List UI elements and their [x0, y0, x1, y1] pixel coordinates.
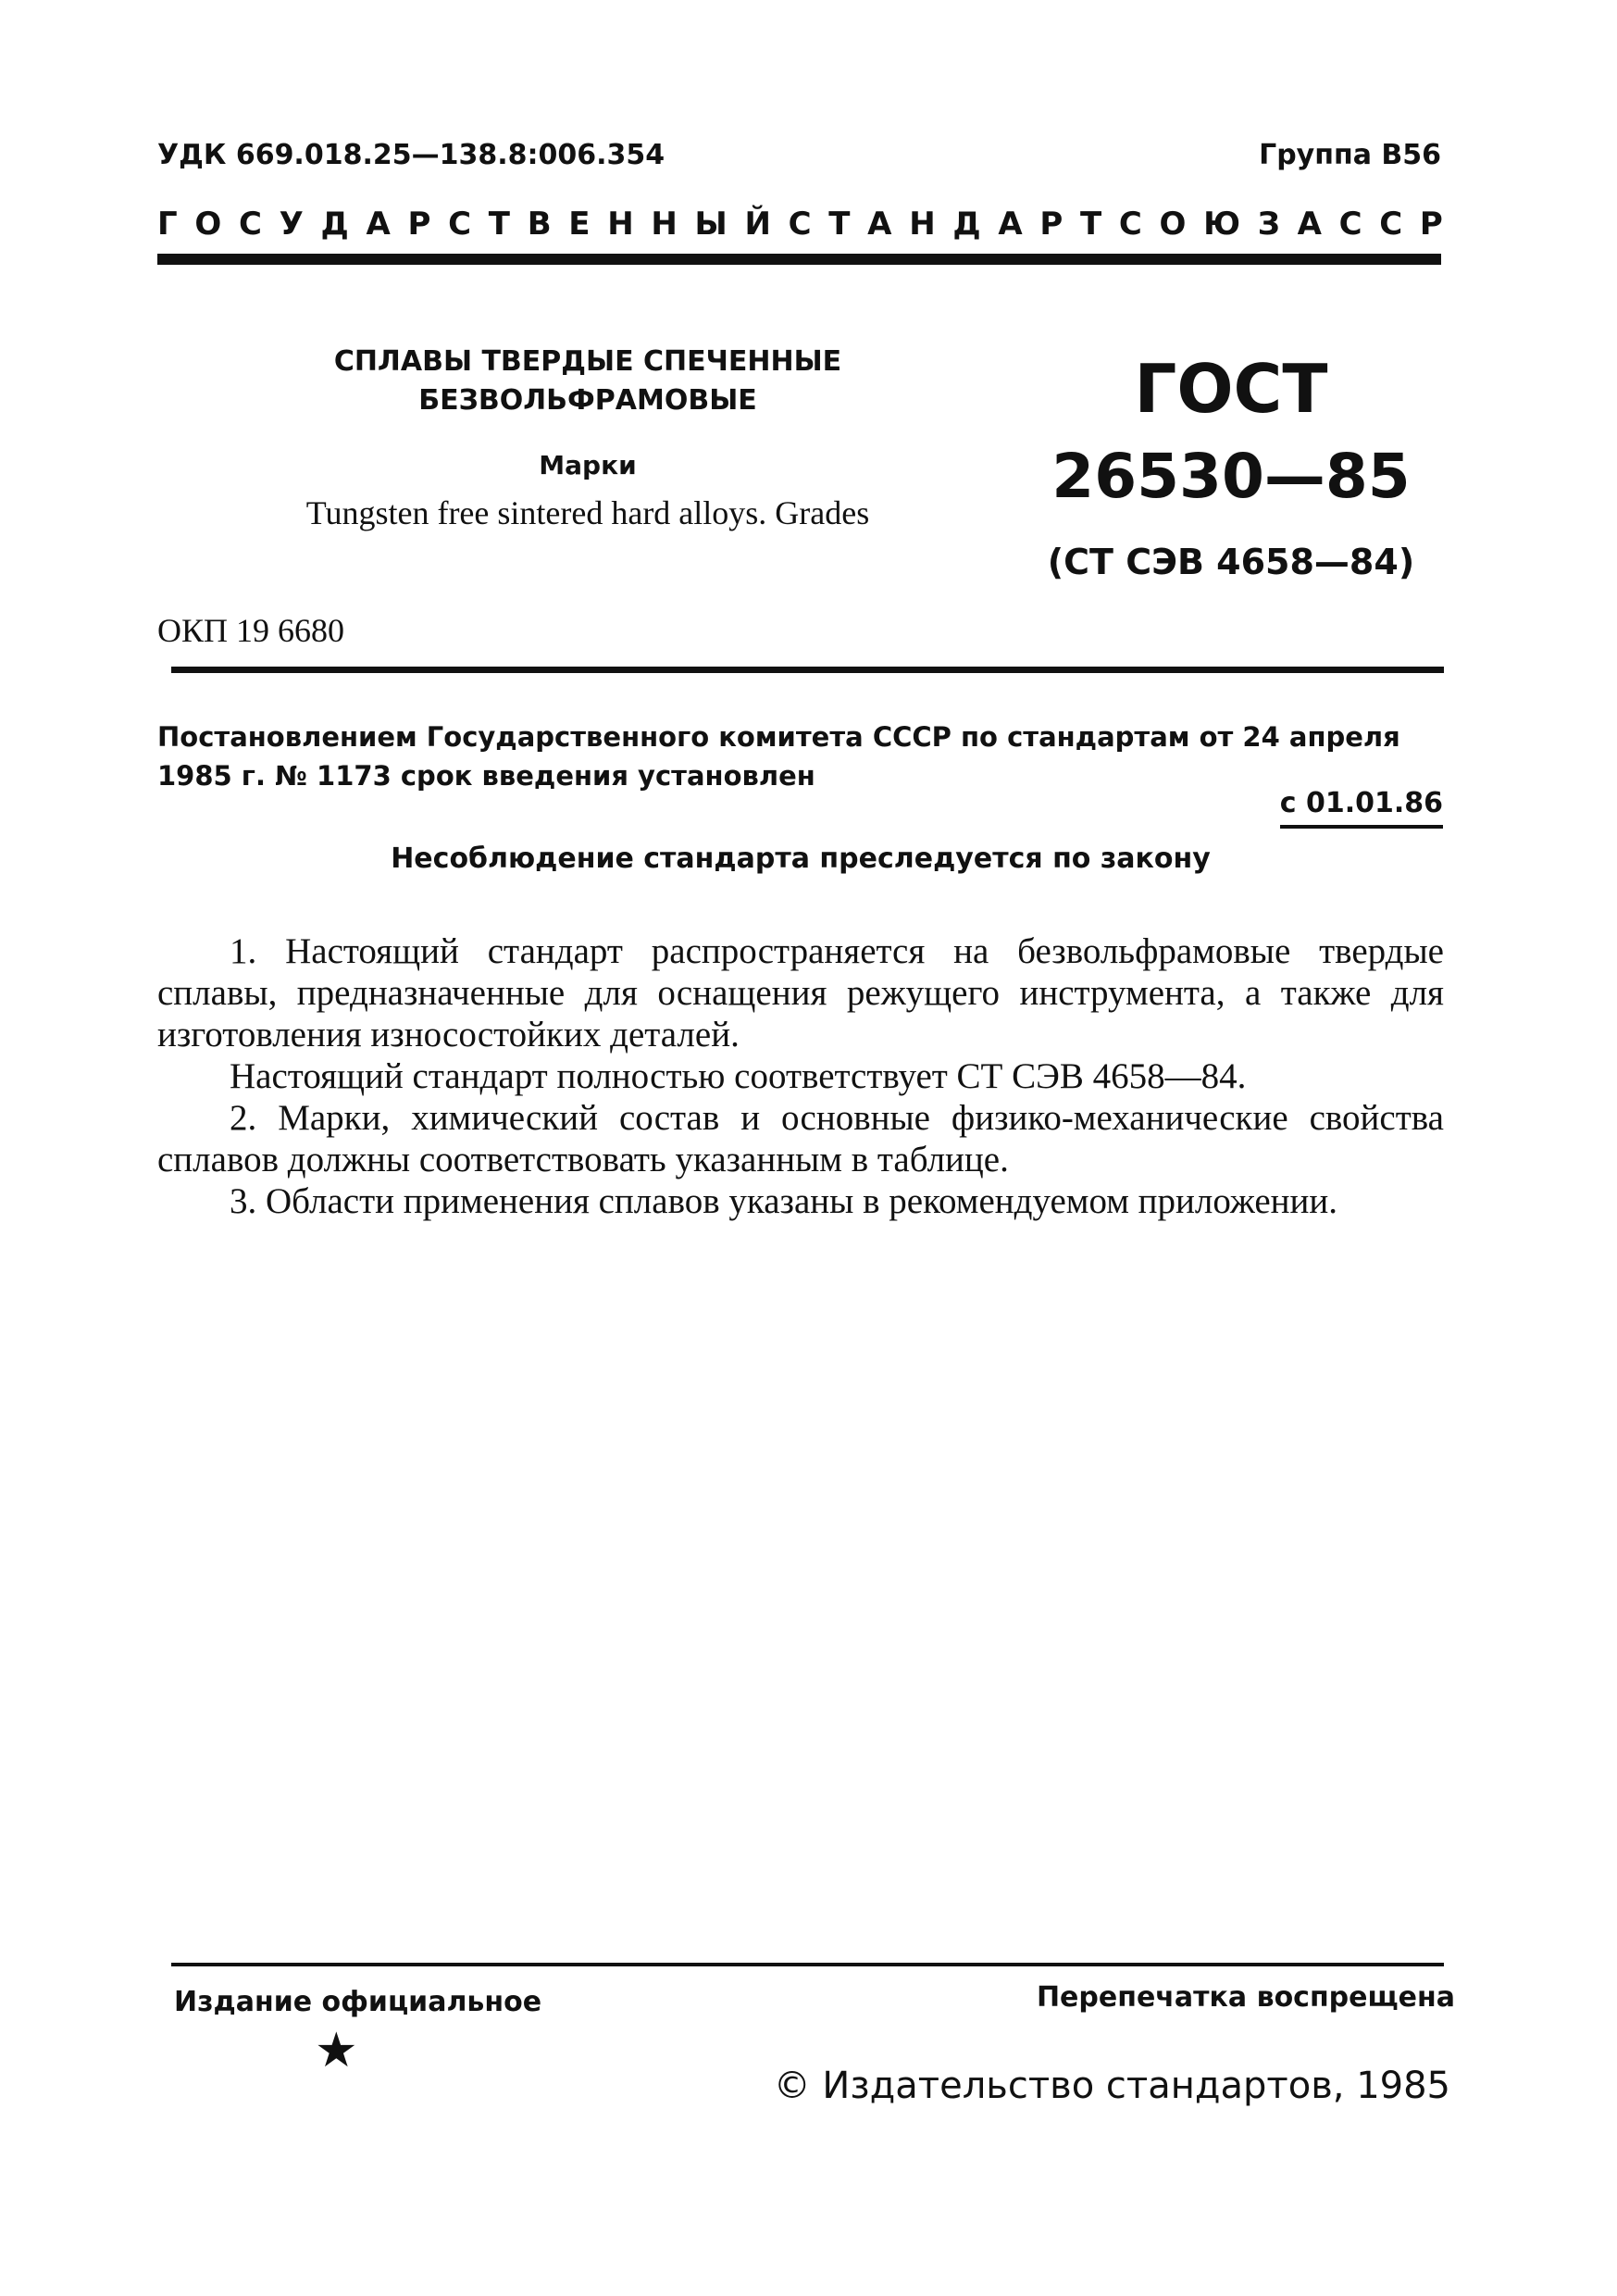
- decree-text: Постановлением Государственного комитета СССР по стандартам от 24 апреля 1985 г. № 1173 срок введения установлен: [157, 721, 1400, 792]
- group-code: Группа В56: [1259, 139, 1441, 171]
- gost-number: 26530—85: [1051, 441, 1411, 512]
- title-line-1: СПЛАВЫ ТВЕРДЫЕ СПЕЧЕННЫЕ: [333, 345, 842, 378]
- gost-word: ГОСТ: [1134, 350, 1328, 428]
- body-text: [157, 930, 1444, 1222]
- standard-banner: [157, 206, 1461, 243]
- middle-divider: [171, 667, 1444, 673]
- paragraph-2: 2. Марки, химический состав и основные физико-механические свойства сплавов должны соответствовать указанным в таблице.: [157, 1098, 1444, 1179]
- star-icon: ★: [315, 2023, 358, 2078]
- top-divider: [157, 254, 1441, 265]
- banner-word: ГОСУДАРСТВЕННЫЙ: [157, 206, 789, 243]
- legal-notice: Несоблюдение стандарта преследуется по закону: [391, 842, 1211, 875]
- okp-code: ОКП 19 6680: [157, 612, 345, 649]
- reprint-prohibited-label: Перепечатка воспрещена: [1036, 1981, 1455, 2014]
- paragraph-1: 1. Настоящий стандарт распространяется на безвольфрамовые твердые сплавы, предназначенные для оснащения режущего инструмента, а также для изготовления износостойких деталей.: [157, 931, 1444, 1054]
- banner-word: СОЮЗА: [1118, 206, 1339, 243]
- gost-designation: [1018, 347, 1444, 582]
- paragraph-3: 3. Области применения сплавов указаны в рекомендуемом приложении.: [230, 1181, 1338, 1221]
- effective-date: с 01.01.86: [1280, 787, 1443, 829]
- banner-word: СТАНДАРТ: [788, 206, 1119, 243]
- banner-word: ССР: [1338, 206, 1461, 243]
- gost-equivalent: (СТ СЭВ 4658—84): [1047, 542, 1415, 582]
- paragraph-1b: Настоящий стандарт полностью соответствует СТ СЭВ 4658—84.: [230, 1056, 1247, 1096]
- publisher-copyright: © Издательство стандартов, 1985: [773, 2065, 1450, 2107]
- title-line-2: БЕЗВОЛЬФРАМОВЫЕ: [418, 384, 757, 417]
- subtitle-grades-en: Tungsten free sintered hard alloys. Grades: [305, 494, 870, 531]
- official-edition-label: Издание официальное: [174, 1986, 542, 2018]
- udk-code: УДК 669.018.25—138.8:006.354: [157, 139, 665, 171]
- bottom-divider: [171, 1963, 1444, 1966]
- subtitle-grades-ru: Марки: [539, 450, 637, 480]
- title-block: [204, 343, 972, 532]
